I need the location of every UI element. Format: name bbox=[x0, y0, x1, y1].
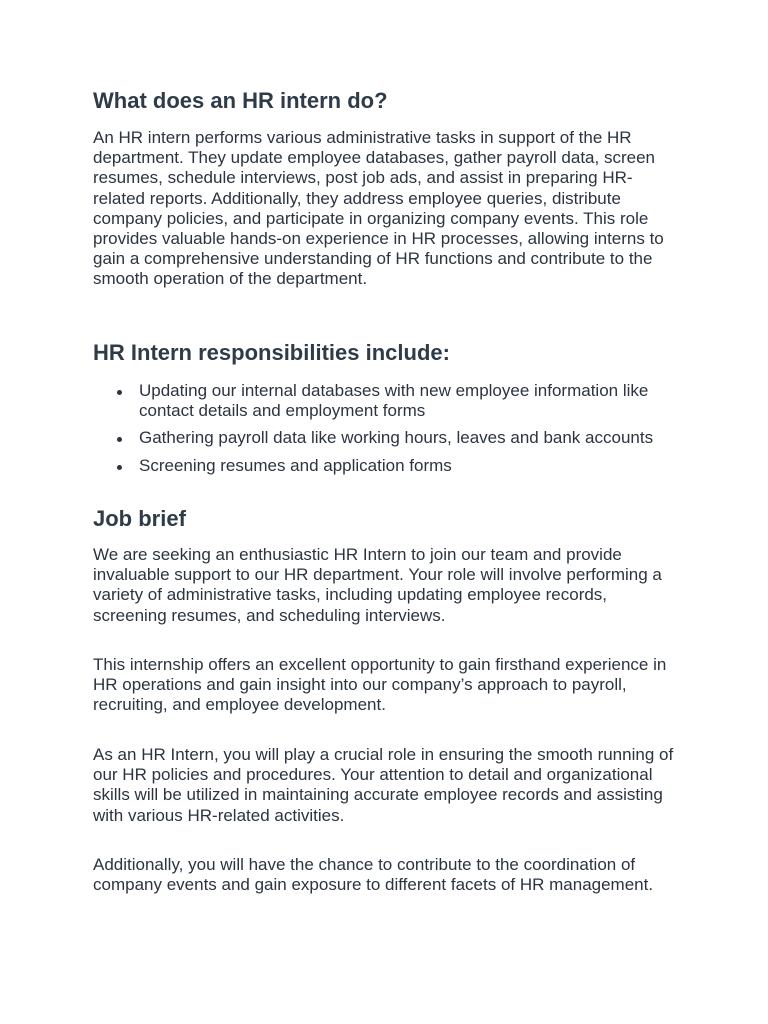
list-item-text: Screening resumes and application forms bbox=[139, 455, 452, 475]
list-item bbox=[93, 456, 678, 476]
paragraph-brief-4: Additionally, you will have the chance to contribute to the coordination of company events and gain exposure to different facets of HR management. bbox=[93, 855, 654, 895]
paragraph-brief-3: As an HR Intern, you will play a crucial role in ensuring the smooth running of our HR policies and procedures. Your attention to detail and organizational skills will be utilized in maintaining accurate employee records and assisting with various HR-related activities. bbox=[93, 745, 674, 825]
bullet-icon bbox=[117, 390, 122, 395]
heading-what-does-hr-intern-do: What does an HR intern do? bbox=[93, 88, 388, 113]
paragraph-brief-2: This internship offers an excellent opportunity to gain firsthand experience in HR operations and gain insight into our company’s approach to payroll, recruiting, and employee development. bbox=[93, 655, 667, 715]
list-item bbox=[93, 381, 678, 421]
bullet-icon bbox=[117, 437, 122, 442]
heading-responsibilities: HR Intern responsibilities include: bbox=[93, 340, 450, 365]
paragraph-brief-1: We are seeking an enthusiastic HR Intern to join our team and provide invaluable support to our HR department. Your role will involve performing a variety of administrative tasks, including updating employee records, screening resumes, and scheduling interviews. bbox=[93, 545, 662, 625]
bullet-icon bbox=[117, 465, 122, 470]
list-item-text: Gathering payroll data like working hours, leaves and bank accounts bbox=[139, 428, 654, 448]
list-item-text: Updating our internal databases with new employee information like contact details and employment forms bbox=[139, 381, 649, 421]
paragraph-what-intro: An HR intern performs various administrative tasks in support of the HR department. They update employee databases, gather payroll data, screen resumes, schedule interviews, post job ads, and assist in preparing HR-related reports. Additionally, they address employee queries, distribute company policies, and participate in organizing company events. This role provides valuable hands-on experience in HR processes, allowing interns to gain a comprehensive understanding of HR functions and contribute to the smooth operation of the department. bbox=[93, 128, 664, 289]
responsibilities-list bbox=[93, 381, 678, 483]
heading-job-brief: Job brief bbox=[93, 506, 186, 531]
list-item bbox=[93, 428, 678, 448]
